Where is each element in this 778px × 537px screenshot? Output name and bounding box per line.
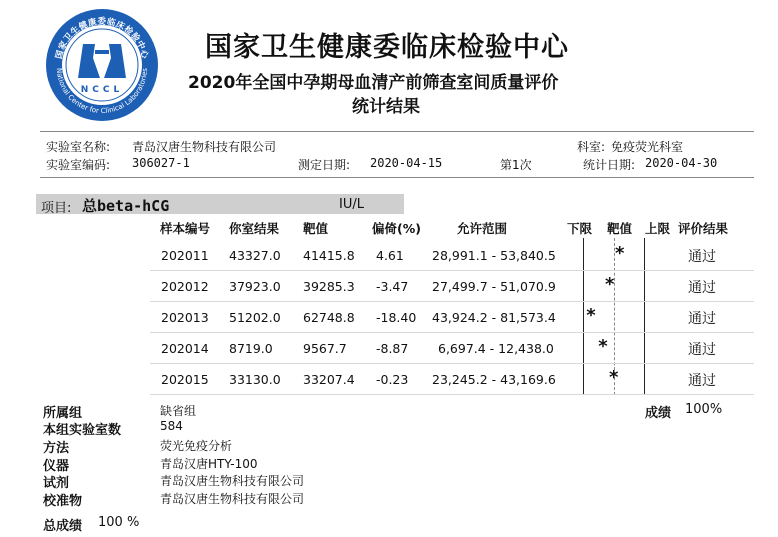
col-header-target: 靶值	[303, 221, 329, 236]
score-label: 成绩	[645, 406, 672, 421]
bias-value: -0.23	[376, 372, 409, 387]
allowed-range: 6,697.4 - 12,438.0	[438, 341, 554, 356]
lab-result: 51202.0	[229, 310, 281, 325]
dept-label: 科室:	[577, 140, 606, 154]
target-value: 39285.3	[303, 279, 355, 294]
lab-code-value: 306027-1	[132, 156, 190, 170]
lab-count-label: 本组实验室数	[43, 423, 122, 438]
lab-name-label: 实验室名称:	[46, 140, 111, 154]
round-label: 第1次	[500, 158, 532, 172]
col-header-sample: 样本编号	[160, 221, 211, 236]
total-score-label: 总成绩	[43, 519, 83, 534]
col-header-range: 允许范围	[457, 221, 508, 236]
allowed-range: 43,924.2 - 81,573.4	[432, 310, 556, 325]
allowed-range: 23,245.2 - 43,169.6	[432, 372, 556, 387]
bias-marker: *	[615, 243, 625, 264]
target-value: 62748.8	[303, 310, 355, 325]
col-header-bias: 偏倚(%)	[372, 221, 421, 236]
bias-value: 4.61	[376, 248, 404, 263]
sample-id: 202015	[161, 372, 209, 387]
col-header-target-chart: 靶值	[607, 221, 633, 236]
calibrator-value: 青岛汉唐生物科技有限公司	[160, 492, 305, 506]
group-value: 缺省组	[160, 404, 197, 418]
instrument-value: 青岛汉唐HTY-100	[160, 457, 258, 471]
report-subtitle-2: 统计结果	[352, 97, 420, 117]
lab-code-label: 实验室编码:	[46, 158, 111, 172]
method-value: 荧光免疫分析	[160, 439, 233, 453]
target-value: 33207.4	[303, 372, 355, 387]
target-value: 9567.7	[303, 341, 347, 356]
allowed-range: 27,499.7 - 51,070.9	[432, 279, 556, 294]
evaluation-result: 通过	[688, 342, 716, 358]
svg-text:NCCL: NCCL	[80, 85, 124, 95]
bias-marker: *	[598, 336, 608, 357]
bias-value: -8.87	[376, 341, 409, 356]
test-date-label: 测定日期:	[298, 158, 351, 172]
bias-value: -18.40	[376, 310, 417, 325]
score-value: 100%	[685, 402, 723, 417]
lab-result: 37923.0	[229, 279, 281, 294]
sample-id: 202013	[161, 310, 209, 325]
project-unit: IU/L	[339, 197, 364, 212]
lab-name-value: 青岛汉唐生物科技有限公司	[132, 140, 277, 154]
col-header-result: 你室结果	[229, 221, 280, 236]
reagent-label: 试剂	[43, 476, 70, 491]
dept-value: 免疫荧光科室	[611, 140, 684, 154]
col-header-upper: 上限	[645, 221, 671, 236]
evaluation-result: 通过	[688, 280, 716, 296]
evaluation-result: 通过	[688, 311, 716, 327]
calibrator-label: 校准物	[43, 494, 83, 509]
bias-marker: *	[604, 274, 615, 295]
instrument-label: 仪器	[43, 459, 70, 474]
sample-id: 202012	[161, 279, 209, 294]
sample-id: 202014	[161, 341, 209, 356]
bias-value: -3.47	[376, 279, 409, 294]
stat-date-value: 2020-04-30	[645, 156, 718, 170]
row-divider	[150, 301, 754, 302]
project-name: 总beta-hCG	[82, 197, 170, 215]
page-title: 国家卫生健康委临床检验中心	[205, 32, 569, 63]
lab-result: 8719.0	[229, 341, 273, 356]
upper-limit-line	[644, 238, 645, 395]
lab-count-value: 584	[160, 419, 183, 433]
bias-marker: *	[586, 305, 596, 326]
sample-id: 202011	[161, 248, 209, 263]
target-value: 41415.8	[303, 248, 355, 263]
row-divider	[150, 270, 754, 271]
row-divider	[150, 363, 754, 364]
col-header-lower: 下限	[567, 221, 593, 236]
project-label: 项目:	[41, 201, 72, 216]
lab-result: 33130.0	[229, 372, 281, 387]
evaluation-result: 通过	[688, 249, 716, 265]
col-header-evaluation: 评价结果	[678, 221, 729, 236]
nccl-logo	[43, 6, 161, 124]
report-subtitle: 2020年全国中孕期母血清产前筛查室间质量评价	[188, 73, 559, 93]
lower-limit-line	[583, 238, 584, 395]
method-label: 方法	[43, 441, 70, 456]
bias-marker: *	[608, 367, 619, 388]
group-label: 所属组	[43, 406, 83, 421]
evaluation-result: 通过	[688, 373, 716, 389]
row-divider	[150, 332, 754, 333]
allowed-range: 28,991.1 - 53,840.5	[432, 248, 556, 263]
lab-result: 43327.0	[229, 248, 281, 263]
svg-text:National Center for Clinical L: National Center for Clinical Laboratories	[54, 67, 150, 116]
total-score-value: 100 %	[98, 515, 140, 530]
test-date-value: 2020-04-15	[370, 156, 443, 170]
stat-date-label: 统计日期:	[583, 158, 636, 172]
reagent-value: 青岛汉唐生物科技有限公司	[160, 474, 305, 488]
svg-text:国家卫生健康委临床检验中心: 国家卫生健康委临床检验中心	[54, 17, 150, 61]
row-divider	[150, 394, 754, 395]
